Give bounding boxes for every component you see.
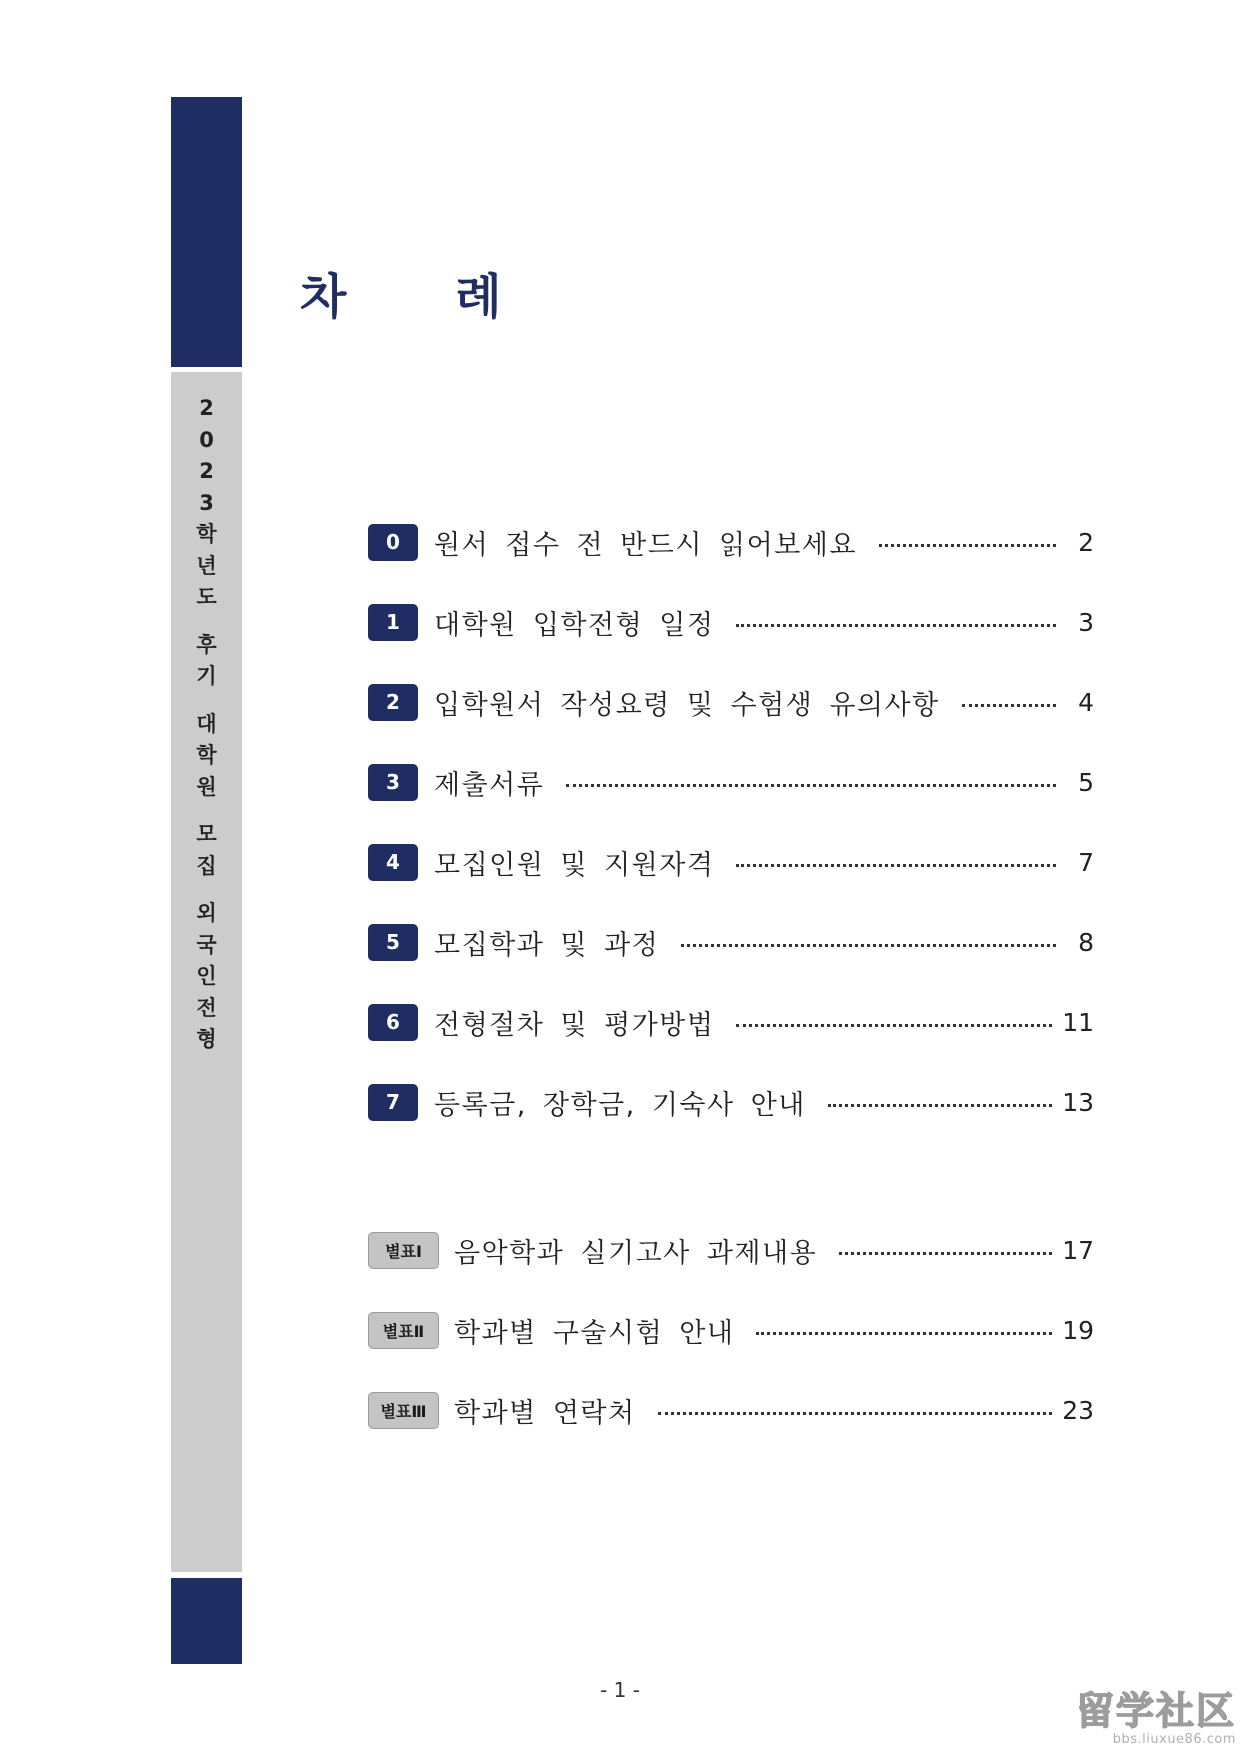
sidebar-title-char: 집 bbox=[196, 853, 217, 878]
toc-label: 등록금, 장학금, 기숙사 안내 bbox=[434, 1089, 806, 1121]
watermark-url: bbs.liuxue86.com bbox=[1112, 1732, 1236, 1747]
sidebar-title-char: 학 bbox=[196, 522, 217, 546]
toc-page-number: 4 bbox=[1078, 687, 1094, 717]
sidebar-title-char: 대 bbox=[196, 711, 217, 736]
appendix-item[interactable] bbox=[368, 1210, 1094, 1290]
toc-label: 원서 접수 전 반드시 읽어보세요 bbox=[434, 529, 857, 561]
toc-dot-leader bbox=[756, 1332, 1052, 1335]
toc-dot-leader bbox=[658, 1412, 1053, 1415]
toc-label: 모집학과 및 과정 bbox=[434, 929, 660, 961]
appendix-badge: 별표Ⅰ bbox=[368, 1232, 439, 1269]
toc-dot-leader bbox=[736, 624, 1056, 627]
toc-number-badge: 0 bbox=[368, 524, 418, 561]
sidebar-title-char: 국 bbox=[196, 932, 217, 957]
sidebar-title-char: 2 bbox=[199, 459, 214, 483]
appendix-label: 학과별 연락처 bbox=[454, 1397, 636, 1429]
sidebar-title-char: 도 bbox=[196, 585, 217, 609]
toc-number-badge: 3 bbox=[368, 764, 418, 801]
toc-page-number: 7 bbox=[1078, 847, 1094, 877]
watermark-logo: 留学社区 bbox=[1075, 1689, 1236, 1733]
watermark bbox=[1060, 1690, 1236, 1752]
toc-item[interactable] bbox=[368, 822, 1094, 902]
sidebar-title-char: 기 bbox=[196, 664, 217, 688]
sidebar-title-char: 형 bbox=[196, 1027, 217, 1051]
toc-dot-leader bbox=[681, 944, 1056, 947]
appendix-page-number: 17 bbox=[1062, 1235, 1094, 1265]
toc-item[interactable] bbox=[368, 982, 1094, 1062]
sidebar-bottom-block bbox=[171, 1578, 242, 1664]
appendix-contents bbox=[368, 1210, 1094, 1450]
appendix-item[interactable] bbox=[368, 1290, 1094, 1370]
table-of-contents bbox=[368, 502, 1094, 1142]
appendix-label: 학과별 구술시험 안내 bbox=[454, 1317, 735, 1349]
toc-dot-leader bbox=[839, 1252, 1052, 1255]
appendix-badge: 별표Ⅱ bbox=[368, 1312, 439, 1349]
appendix-item[interactable] bbox=[368, 1370, 1094, 1450]
toc-item[interactable] bbox=[368, 1062, 1094, 1142]
sidebar-title-char: 후 bbox=[196, 632, 217, 657]
page-number: - 1 - bbox=[600, 1678, 640, 1702]
sidebar-title-char: 전 bbox=[196, 995, 217, 1020]
toc-page-number: 3 bbox=[1078, 607, 1094, 637]
toc-dot-leader bbox=[566, 784, 1056, 787]
sidebar-title-char: 원 bbox=[196, 774, 217, 799]
page-title: 차 례 bbox=[300, 269, 548, 325]
sidebar-title-char: 2 bbox=[199, 396, 214, 420]
sidebar-title-char: 외 bbox=[196, 901, 217, 925]
toc-item[interactable] bbox=[368, 902, 1094, 982]
toc-label: 모집인원 및 지원자격 bbox=[434, 849, 715, 881]
toc-label: 입학원서 작성요령 및 수험생 유의사항 bbox=[434, 689, 940, 721]
toc-item[interactable] bbox=[368, 662, 1094, 742]
toc-item[interactable] bbox=[368, 582, 1094, 662]
toc-page-number: 13 bbox=[1062, 1087, 1094, 1117]
toc-item[interactable] bbox=[368, 742, 1094, 822]
toc-dot-leader bbox=[736, 1024, 1052, 1027]
toc-number-badge: 7 bbox=[368, 1084, 418, 1121]
sidebar-title-char: 인 bbox=[196, 964, 217, 988]
toc-dot-leader bbox=[828, 1104, 1052, 1107]
toc-number-badge: 1 bbox=[368, 604, 418, 641]
toc-label: 대학원 입학전형 일정 bbox=[434, 609, 715, 641]
toc-dot-leader bbox=[736, 864, 1056, 867]
toc-dot-leader bbox=[962, 704, 1056, 707]
toc-label: 제출서류 bbox=[434, 769, 545, 801]
toc-number-badge: 2 bbox=[368, 684, 418, 721]
toc-number-badge: 4 bbox=[368, 844, 418, 881]
appendix-badge: 별표Ⅲ bbox=[368, 1392, 439, 1429]
sidebar-top-block bbox=[171, 97, 242, 367]
toc-page-number: 8 bbox=[1078, 927, 1094, 957]
sidebar-vertical-title bbox=[171, 393, 242, 1056]
toc-dot-leader bbox=[879, 544, 1056, 547]
sidebar-title-char: 모 bbox=[196, 822, 217, 846]
toc-page-number: 2 bbox=[1078, 527, 1094, 557]
toc-page-number: 5 bbox=[1078, 767, 1094, 797]
sidebar-title-char: 학 bbox=[196, 743, 217, 767]
sidebar-title-char: 년 bbox=[196, 553, 217, 578]
toc-number-badge: 6 bbox=[368, 1004, 418, 1041]
toc-item[interactable] bbox=[368, 502, 1094, 582]
sidebar-title-char: 3 bbox=[199, 490, 214, 515]
sidebar-title-char: 0 bbox=[199, 427, 214, 452]
toc-label: 전형절차 및 평가방법 bbox=[434, 1009, 715, 1041]
toc-page-number: 11 bbox=[1062, 1007, 1094, 1037]
appendix-page-number: 23 bbox=[1062, 1395, 1094, 1425]
appendix-page-number: 19 bbox=[1062, 1315, 1094, 1345]
appendix-label: 음악학과 실기고사 과제내용 bbox=[454, 1237, 818, 1269]
toc-number-badge: 5 bbox=[368, 924, 418, 961]
